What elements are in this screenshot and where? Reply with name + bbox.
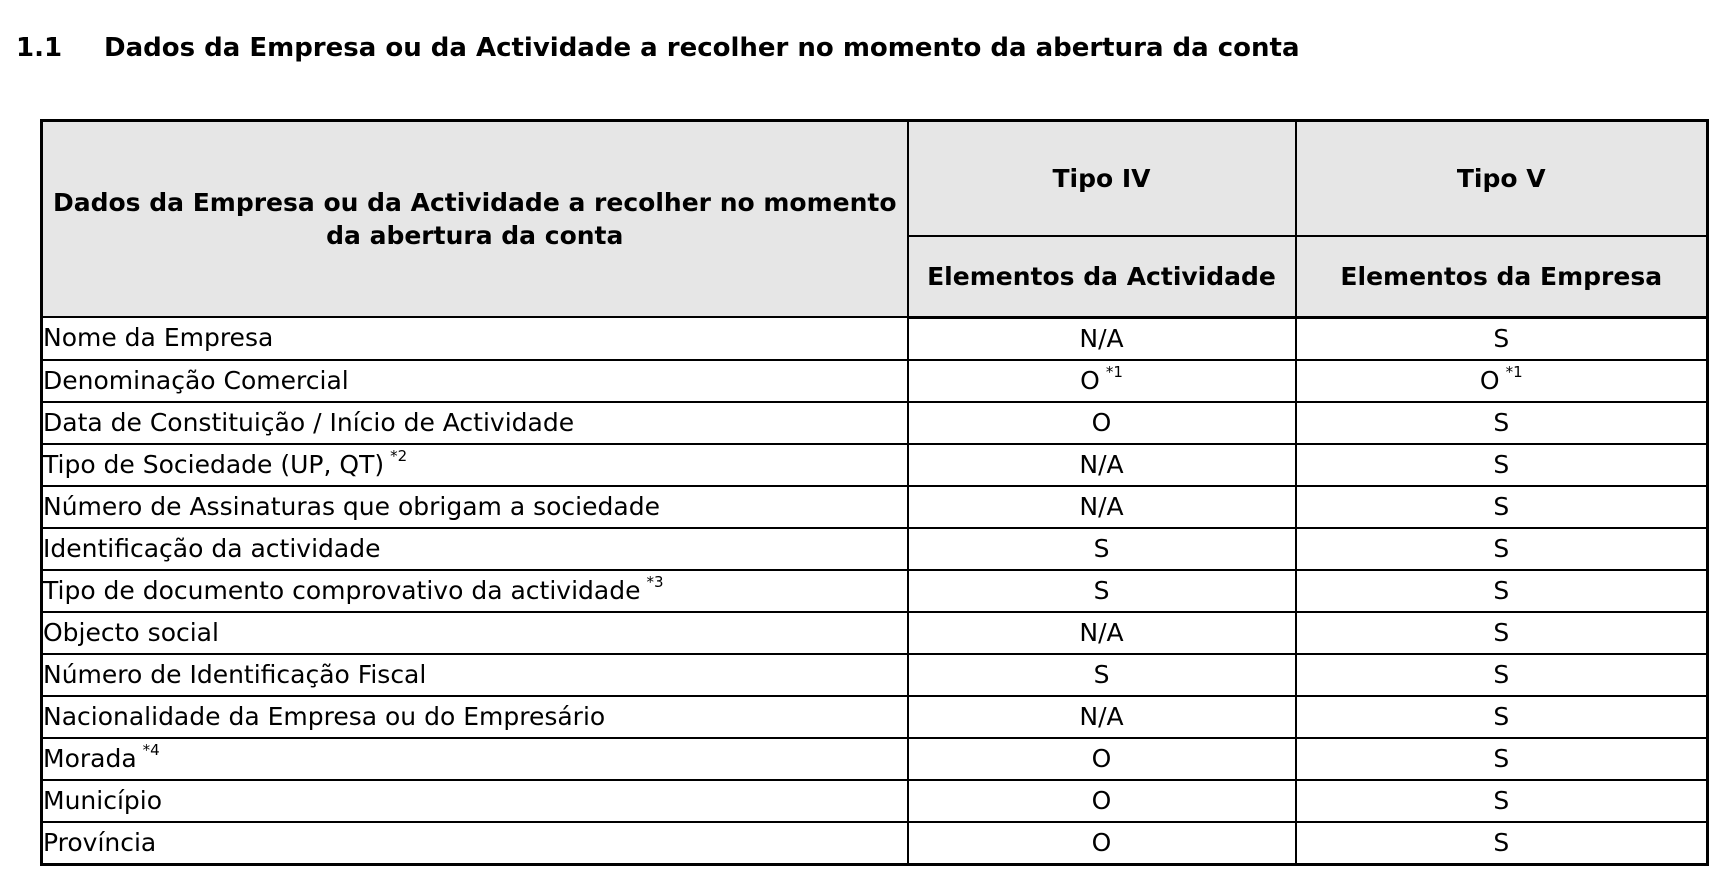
tipo-v-value <box>1296 402 1708 444</box>
table-row <box>42 317 1708 360</box>
tipo-iv-value-text: N/A <box>1079 449 1124 479</box>
header-elementos-empresa: Elementos da Empresa <box>1296 236 1708 317</box>
tipo-iv-value-text: N/A <box>1079 617 1124 647</box>
tipo-iv-value <box>908 696 1296 738</box>
table-row <box>42 654 1708 696</box>
row-label <box>42 570 908 612</box>
tipo-v-value-text: S <box>1493 449 1510 479</box>
row-label <box>42 696 908 738</box>
table-row <box>42 528 1708 570</box>
tipo-iv-value <box>908 822 1296 865</box>
tipo-iv-value <box>908 486 1296 528</box>
tipo-v-value-text: S <box>1493 659 1510 689</box>
header-tipo-v: Tipo V <box>1296 121 1708 236</box>
section-number: 1.1 <box>16 33 63 63</box>
row-label <box>42 780 908 822</box>
tipo-v-value-text: S <box>1493 617 1510 647</box>
tipo-iv-value-text: S <box>1093 575 1110 605</box>
tipo-v-value-text: S <box>1493 407 1510 437</box>
row-label <box>42 654 908 696</box>
tipo-iv-value <box>908 444 1296 486</box>
row-label-text: Nacionalidade da Empresa ou do Empresário <box>43 701 606 731</box>
tipo-v-value-text: S <box>1493 491 1510 521</box>
tipo-v-value <box>1296 612 1708 654</box>
row-label <box>42 486 908 528</box>
table-row <box>42 822 1708 865</box>
tipo-iv-value <box>908 528 1296 570</box>
footnote-marker: *4 <box>142 740 160 759</box>
tipo-v-value-text: O <box>1479 365 1500 395</box>
row-label <box>42 317 908 360</box>
row-label-text: Nome da Empresa <box>43 323 274 353</box>
tipo-v-value-text: S <box>1493 323 1510 353</box>
footnote-marker: *1 <box>1105 362 1123 381</box>
tipo-v-value-text: S <box>1493 575 1510 605</box>
table-row <box>42 780 1708 822</box>
tipo-v-value-text: S <box>1493 785 1510 815</box>
table-row <box>42 444 1708 486</box>
row-label-text: Tipo de documento comprovativo da actividade <box>43 575 641 605</box>
row-label <box>42 612 908 654</box>
tipo-iv-value-text: N/A <box>1079 323 1124 353</box>
tipo-v-value <box>1296 696 1708 738</box>
tipo-v-value <box>1296 317 1708 360</box>
tipo-iv-value-text: O <box>1080 365 1100 395</box>
row-label <box>42 822 908 865</box>
tipo-iv-value-text: O <box>1091 407 1112 437</box>
tipo-iv-value-text: O <box>1091 785 1112 815</box>
section-title: Dados da Empresa ou da Actividade a recolher no momento da abertura da conta <box>104 33 1300 63</box>
row-label-text: Data de Constituição / Início de Actividade <box>43 407 575 437</box>
row-label-text: Província <box>43 827 157 857</box>
tipo-v-value-text: S <box>1493 533 1510 563</box>
tipo-v-value <box>1296 528 1708 570</box>
tipo-v-value <box>1296 654 1708 696</box>
tipo-iv-value <box>908 570 1296 612</box>
footnote-marker: *1 <box>1505 362 1523 381</box>
tipo-iv-value <box>908 402 1296 444</box>
row-label-text: Objecto social <box>43 617 219 647</box>
tipo-iv-value <box>908 780 1296 822</box>
tipo-v-value <box>1296 486 1708 528</box>
row-label <box>42 528 908 570</box>
table-row <box>42 360 1708 402</box>
table-row <box>42 486 1708 528</box>
footnote-marker: *2 <box>390 446 408 465</box>
table-body <box>42 317 1708 864</box>
tipo-iv-value <box>908 612 1296 654</box>
tipo-v-value <box>1296 360 1708 402</box>
tipo-iv-value <box>908 317 1296 360</box>
tipo-v-value-text: S <box>1493 827 1510 857</box>
tipo-v-value <box>1296 570 1708 612</box>
header-tipo-iv: Tipo IV <box>908 121 1296 236</box>
tipo-iv-value-text: O <box>1091 827 1112 857</box>
row-label <box>42 738 908 780</box>
tipo-iv-value <box>908 360 1296 402</box>
row-label-text: Número de Identificação Fiscal <box>43 659 427 689</box>
tipo-v-value-text: S <box>1493 743 1510 773</box>
row-label <box>42 444 908 486</box>
footnote-marker: *3 <box>646 572 664 591</box>
row-label-text: Morada <box>43 743 137 773</box>
row-label-text: Tipo de Sociedade (UP, QT) <box>43 449 385 479</box>
table-row <box>42 738 1708 780</box>
header-row-types <box>42 121 1708 236</box>
row-label-text: Denominação Comercial <box>43 365 349 395</box>
tipo-v-value <box>1296 780 1708 822</box>
table-row <box>42 696 1708 738</box>
tipo-iv-value-text: N/A <box>1079 491 1124 521</box>
row-label-text: Identificação da actividade <box>43 533 381 563</box>
tipo-iv-value <box>908 738 1296 780</box>
table-row <box>42 402 1708 444</box>
tipo-v-value <box>1296 822 1708 865</box>
tipo-iv-value-text: N/A <box>1079 701 1124 731</box>
header-data-description: Dados da Empresa ou da Actividade a recolher no momento da abertura da conta <box>42 121 908 318</box>
data-requirements-table <box>40 119 1709 866</box>
tipo-iv-value-text: S <box>1093 659 1110 689</box>
tipo-v-value <box>1296 444 1708 486</box>
table-row <box>42 612 1708 654</box>
tipo-iv-value <box>908 654 1296 696</box>
row-label-text: Município <box>43 785 163 815</box>
row-label-text: Número de Assinaturas que obrigam a sociedade <box>43 491 660 521</box>
table-row <box>42 570 1708 612</box>
tipo-v-value <box>1296 738 1708 780</box>
table-header <box>42 121 1708 318</box>
header-elementos-actividade: Elementos da Actividade <box>908 236 1296 317</box>
row-label <box>42 402 908 444</box>
tipo-v-value-text: S <box>1493 701 1510 731</box>
tipo-iv-value-text: S <box>1093 533 1110 563</box>
section-heading <box>16 33 1300 63</box>
tipo-iv-value-text: O <box>1091 743 1112 773</box>
row-label <box>42 360 908 402</box>
